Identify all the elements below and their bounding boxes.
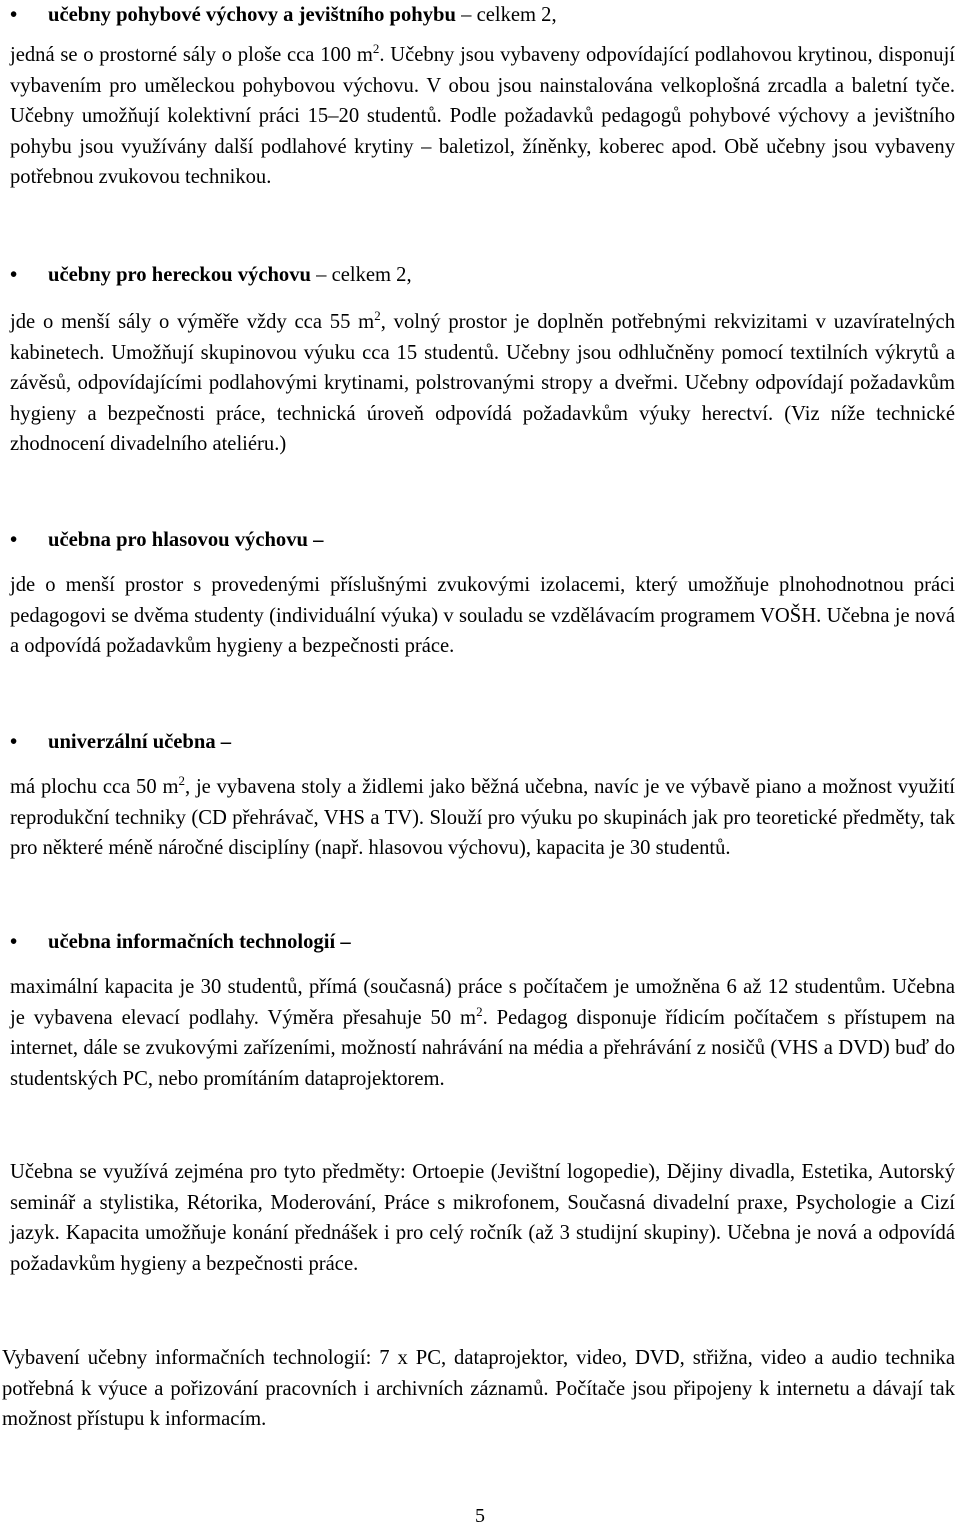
page-number: 5 bbox=[475, 1505, 485, 1527]
section-title: učebny pohybové výchovy a jevištního pohybu bbox=[48, 4, 456, 26]
section-body-voice: jde o menší prostor s provedenými příslušnými zvukovými izolacemi, který umožňuje plnohodnotnou práci pedagogovi se dvěma studenty (individuální výuka) v souladu se vzdělávacím programem VOŠH. Učebna je nová a odpovídá požadavkům hygieny a bezpečnosti práce. bbox=[10, 574, 955, 657]
section-heading-universal bbox=[10, 727, 960, 758]
section-body-universal: má plochu cca 50 $m^2$, je vybavena stoly a židlemi jako běžná učebna, navíc je ve výbavě piano a možnost využití reprodukční techniky (CD přehrávač, VHS a TV). Slouží pro výuku po skupinách jak pro teoretické předměty, tak pro některé méně náročné disciplíny (např. hlasovou výchovu), kapacita je 30 studentů. bbox=[10, 773, 955, 859]
section-body-movement: jedná se o prostorné sály o ploše cca 100 $m^2$. Učebny jsou vybaveny odpovídající podlahovou krytinou, disponují vybavením pro uměleckou pohybovou výchovu. V obou jsou nainstalována velkoplošná zrcadla a baletní tyče. Učebny umožňují kolektivní práci 15–20 studentů. Podle požadavků pedagogů pohybové výchovy a jevištního pohybu jsou využívány další podlahové krytiny – baletizol, žíněnky, koberec apod. Obě učebny jsou vybaveny potřebnou zvukovou technikou. bbox=[10, 41, 956, 188]
section-suffix: – celkem 2, bbox=[310, 264, 412, 286]
bullet-icon: • bbox=[10, 529, 18, 551]
section-heading-movement bbox=[10, 0, 960, 31]
section-body-it: maximální kapacita je 30 studentů, přímá (současná) práce s počítačem je umožněna 6 až 12 studentům. Učebna je vybavena elevací podlahy. Výměra přesahuje 50 $m^2$. Pedagog disponuje řídicím počítačem s přístupem na internet, dále se zvukovými zařízeními, možností nahrávání na média a přehrávání z nosičů (VHS a DVD) buď do studentských PC, nebo promítáním dataprojektorem. bbox=[10, 976, 955, 1090]
bullet-icon: • bbox=[10, 4, 18, 26]
bullet-icon: • bbox=[10, 264, 18, 286]
section-heading-it bbox=[10, 927, 960, 958]
section-heading-acting bbox=[10, 260, 960, 291]
section-title: učebna pro hlasovou výchovu – bbox=[48, 529, 324, 551]
section-body-acting: jde o menší sály o výměře vždy cca 55 $m^2$, volný prostor je doplněn potřebnými rekvizitami v uzavíratelných kabinetech. Umožňují skupinovou výuku cca 15 studentů. Učebny jsou odhlučněny pomocí textilních výkrytů a závěsů, odpovídajícími podlahovými krytinami, polstrovanými stropy a dveřmi. Učebny odpovídají požadavkům hygieny a bezpečnosti práce, technická úroveň odpovídá požadavkům výuky herectví. (Viz níže technické zhodnocení divadelního ateliéru.) bbox=[10, 308, 955, 455]
bullet-icon: • bbox=[10, 931, 18, 953]
section-title: univerzální učebna – bbox=[48, 731, 232, 753]
section-suffix: – celkem 2, bbox=[455, 4, 557, 26]
bullet-icon: • bbox=[10, 731, 18, 753]
section-title: učebna informačních technologií – bbox=[48, 931, 351, 953]
section-title: učebny pro hereckou výchovu bbox=[48, 264, 311, 286]
equipment-paragraph: Vybavení učebny informačních technologií: 7 x PC, dataprojektor, video, DVD, střižna, video a audio technika potřebná k výuce a pořizování pracovních i archivních záznamů. Počítače jsou připojeny k internetu a dávají tak možnost přístupu k informacím. bbox=[2, 1347, 955, 1430]
subjects-paragraph: Učebna se využívá zejména pro tyto předměty: Ortoepie (Jevištní logopedie), Dějiny divadla, Estetika, Autorský seminář a stylistika, Rétorika, Moderování, Práce s mikrofonem, Současná divadelní praxe, Psychologie a Cizí jazyk. Kapacita umožňuje konání přednášek i pro celý ročník (až 3 studijní skupiny). Učebna je nová a odpovídá požadavkům hygieny a bezpečnosti práce. bbox=[10, 1161, 955, 1275]
section-heading-voice bbox=[10, 525, 960, 556]
